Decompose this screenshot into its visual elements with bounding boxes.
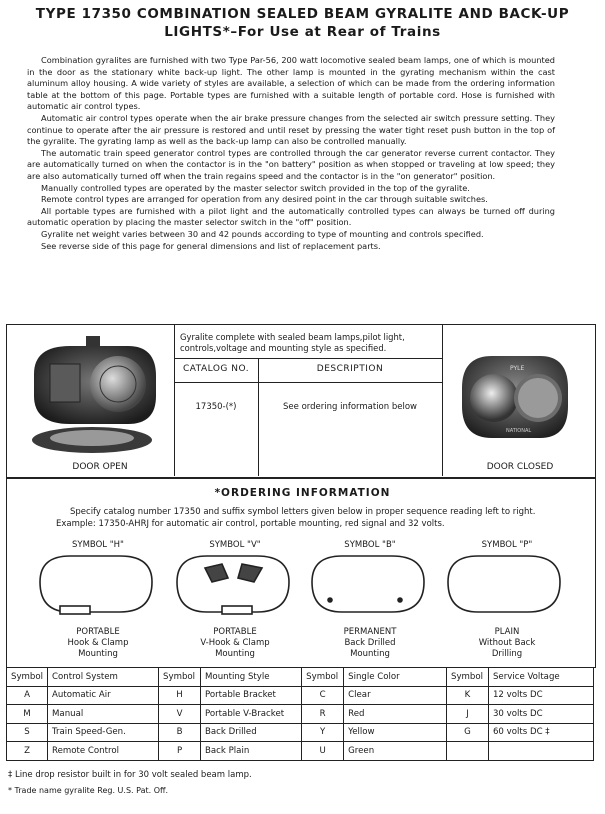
intro-text [27,55,555,252]
catalog-number: 17350-(*) [195,402,237,412]
symbol-h-cap1: PORTABLE [76,627,120,637]
catalog-rule [174,358,442,359]
table-cell: C [302,686,344,705]
table-cell: Red [344,705,447,724]
page-title-line1: TYPE 17350 COMBINATION SEALED BEAM GYRALITE AND BACK-UP [35,6,570,22]
intro-paragraph: Gyralite net weight varies between 30 and 42 pounds according to type of mounting and controls specified. [41,228,484,239]
symbol-h-label: SYMBOL "H" [72,540,124,550]
symbol-b-outline [312,556,424,612]
table-cell: Train Speed-Gen. [48,723,159,742]
catalog-col-divider [258,358,259,476]
footnote-trademark: * Trade name gyralite Reg. U.S. Pat. Off. [8,786,169,795]
table-cell: Y [302,723,344,742]
symbol-p-outline [448,556,560,612]
table-row [7,742,594,761]
symbol-v-cap2: V-Hook & Clamp [200,638,270,648]
symbol-p-cap2: Without Back [478,638,536,648]
symbol-h-cap2: Hook & Clamp [67,638,129,648]
table-cell: V [159,705,201,724]
table-cell: R [302,705,344,724]
table-cell: Back Drilled [201,723,302,742]
ordering-symbol-table [6,667,594,761]
ordering-text: Specify catalog number 17350 and suffix symbol letters given below in proper sequence reading left to right. Example: 17350-AHRJ for automatic air control, portable mounting, red signal and 32 volts. [56,507,536,529]
table-header-cell: Symbol [7,668,48,687]
catalog-description-box: Gyralite complete with sealed beam lamps,pilot light, controls,voltage and mounting style as specified. [180,332,405,353]
symbol-p-label: SYMBOL "P" [481,540,533,550]
catalog-divider-right [442,324,443,476]
table-cell: Portable Bracket [201,686,302,705]
table-header-cell: Control System [48,668,159,687]
symbol-b-label: SYMBOL "B" [344,540,396,550]
table-cell: 30 volts DC [488,705,593,724]
catalog-divider-left [174,324,175,476]
table-cell: Yellow [344,723,447,742]
mounting-outline-drawings [0,552,605,622]
table-header-cell: Symbol [159,668,201,687]
symbol-p-cap3: Drilling [491,649,523,659]
gyralite-door-closed-image [456,348,574,452]
page-title-line2: LIGHTS*–For Use at Rear of Trains [164,24,441,40]
table-cell: B [159,723,201,742]
catalog-rule [174,382,442,383]
table-cell: Clear [344,686,447,705]
table-cell [488,742,593,761]
table-cell: K [447,686,489,705]
table-cell: P [159,742,201,761]
table-cell: M [7,705,48,724]
intro-paragraph: Manually controlled types are operated by the master selector switch provided in the top of the gyralite. [41,182,470,193]
symbol-p-cap1: PLAIN [494,627,520,637]
symbol-h-caption [38,627,158,660]
table-header-cell: Symbol [447,668,489,687]
symbol-v-bracket [222,606,252,614]
catalog-col-header: CATALOG NO. [182,364,250,374]
symbol-b-drill-hole [398,598,402,602]
table-row [7,705,594,724]
gyralite-door-open-image [30,336,160,458]
intro-paragraph: The automatic train speed generator control types are controlled through the car generator reverse current contactor. They are automatically turned on when the contactor is in the "on battery" position as when stopped or traveling at low speed; they are also automatically turned off when the train regains speed and the contactor is in the "on generator" position. [27,147,555,181]
intro-paragraph: All portable types are furnished with a pilot light and the automatically controlled types can always be turned off during automatic operation by placing the master selector switch in the "off" position. [27,205,555,228]
table-header-cell: Service Voltage [488,668,593,687]
table-cell: Back Plain [201,742,302,761]
table-cell: Remote Control [48,742,159,761]
table-cell: 60 volts DC ‡ [488,723,593,742]
intro-paragraph: See reverse side of this page for general dimensions and list of replacement parts. [41,240,381,251]
intro-paragraph: Automatic air control types operate when the air brake pressure changes from the selected air switch pressure setting. They continue to operate after the air pressure is restored and until reset by pressing the water tight reset push button in the top of the gyralite. The gyrating lamp as well as the back-up lamp can also be controlled manually. [27,112,555,147]
symbol-v-hook [205,564,262,582]
symbol-v-caption [175,627,295,660]
symbol-b-cap3: Mounting [350,649,390,659]
housing-plate-text: NATIONAL [506,428,532,434]
ordering-heading: *ORDERING INFORMATION [214,487,391,499]
table-header-row [7,668,594,687]
intro-paragraph: Remote control types are arranged for operation from any desired point in the car through suitable switches. [41,194,488,205]
symbol-v-label: SYMBOL "V" [209,540,261,550]
table-cell: Portable V-Bracket [201,705,302,724]
symbol-b-drill-hole [328,598,332,602]
intro-paragraph: Combination gyralites are furnished with two Type Par-56, 200 watt locomotive sealed beam lamps, one of which is mounted in the door as the stationary white back-up light. The other lamp is mounted in the gyrating mechanism within the cast aluminum alloy housing. A wide variety of styles are available, a selection of which can be made from the ordering information table at the bottom of this page. Portable types are furnished with a suitable length of portable cord. Hose is furnished with automatic air control types. [27,55,555,112]
description-col-header: DESCRIPTION [316,364,384,374]
table-cell: G [447,723,489,742]
table-cell: U [302,742,344,761]
table-cell: Manual [48,705,159,724]
table-cell: J [447,705,489,724]
table-cell: Green [344,742,447,761]
table-cell: A [7,686,48,705]
table-cell: H [159,686,201,705]
table-cell: S [7,723,48,742]
symbol-h-bracket [60,606,90,614]
table-header-cell: Symbol [302,668,344,687]
symbol-b-caption [310,627,430,660]
symbol-p-caption [447,627,567,660]
table-cell: 12 volts DC [488,686,593,705]
table-cell: Z [7,742,48,761]
housing-brand-text: PYLE [510,365,525,372]
symbol-h-outline [40,556,152,612]
symbol-b-cap1: PERMANENT [343,627,397,637]
door-closed-caption: DOOR CLOSED [486,462,554,472]
symbol-v-cap1: PORTABLE [213,627,257,637]
table-row [7,723,594,742]
table-cell: Automatic Air [48,686,159,705]
symbol-v-cap3: Mounting [215,649,255,659]
table-cell [447,742,489,761]
symbol-v-outline [177,556,289,612]
table-row [7,686,594,705]
table-header-cell: Single Color [344,668,447,687]
catalog-description: See ordering information below [283,402,417,412]
door-open-caption: DOOR OPEN [72,462,128,472]
symbol-h-cap3: Mounting [78,649,118,659]
footnote-resistor: ‡ Line drop resistor built in for 30 volt sealed beam lamp. [8,770,252,780]
symbol-b-cap2: Back Drilled [344,638,396,648]
table-header-cell: Mounting Style [201,668,302,687]
